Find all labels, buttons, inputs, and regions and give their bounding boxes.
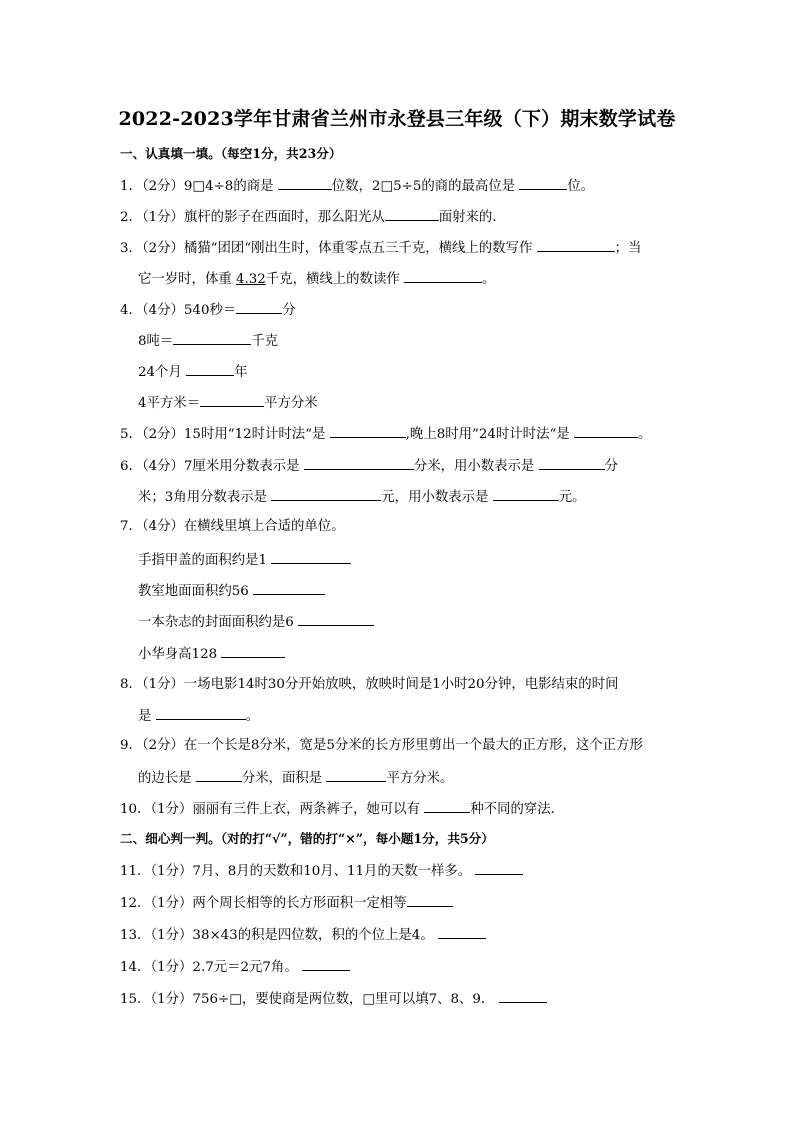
question-2: 2．（1分）旗杆的影子在西面时，那么阳光从 面射来的．	[120, 207, 506, 227]
question-3: 3．（2分）橘猫“团团“刚出生时，体重零点五三千克，横线上的数写作 ；当	[120, 238, 641, 258]
answer-blank[interactable]	[438, 925, 486, 939]
answer-blank[interactable]	[196, 768, 242, 782]
answer-blank[interactable]	[271, 487, 381, 501]
answer-blank[interactable]	[326, 768, 386, 782]
answer-blank[interactable]	[407, 893, 453, 907]
question-7-line2: 教室地面面积约56	[138, 581, 325, 601]
answer-blank[interactable]	[537, 238, 615, 252]
question-8: 8．（1分）一场电影14时30分开始放映，放映时间是1小时20分钟，电影结束的时间	[120, 677, 619, 692]
answer-blank[interactable]	[298, 612, 374, 626]
section-2-heading: 二、细心判一判。（对的打“√”，错的打“×”，每小题1分，共5分）	[120, 831, 494, 846]
section-1-heading: 一、认真填一填。（每空1分，共23分）	[120, 146, 342, 161]
question-12: 12．（1分）两个周长相等的长方形面积一定相等	[120, 893, 453, 913]
question-9: 9．（2分）在一个长是8分米，宽是5分米的长方形里剪出一个最大的正方形，这个正方形	[120, 738, 643, 753]
answer-blank[interactable]	[278, 176, 332, 190]
answer-blank[interactable]	[200, 393, 264, 407]
question-10: 10．（1分）丽丽有三件上衣，两条裤子，她可以有 种不同的穿法．	[120, 799, 564, 819]
question-3-cont: 它一岁时，体重 4.32千克，横线上的数读作 。	[138, 269, 495, 289]
answer-blank[interactable]	[186, 362, 234, 376]
answer-blank[interactable]	[221, 644, 285, 658]
answer-blank[interactable]	[493, 487, 559, 501]
answer-blank[interactable]	[499, 989, 547, 1003]
question-6-cont: 米；3角用分数表示是 元，用小数表示是 元。	[138, 487, 585, 507]
question-7-line3: 一本杂志的封面面积约是6	[138, 612, 374, 632]
question-4-line2: 8吨＝ 千克	[138, 331, 278, 351]
question-7-line4: 小华身高128	[138, 644, 285, 664]
question-4: 4．（4分）540秒＝ 分	[120, 300, 296, 320]
question-7-line1: 手指甲盖的面积约是1	[138, 550, 351, 570]
question-11: 11．（1分）7月、8月的天数和10月、11月的天数一样多。	[120, 861, 523, 881]
answer-blank[interactable]	[236, 300, 282, 314]
answer-blank[interactable]	[173, 331, 251, 345]
answer-blank[interactable]	[330, 424, 406, 438]
answer-blank[interactable]	[475, 861, 523, 875]
question-9-cont: 的边长是 分米，面积是 平方分米。	[138, 768, 453, 788]
answer-blank[interactable]	[302, 957, 350, 971]
question-14: 14．（1分）2.7元＝2元7角。	[120, 957, 350, 977]
answer-blank[interactable]	[271, 550, 351, 564]
question-8-cont: 是 。	[138, 706, 259, 726]
question-6: 6．（4分）7厘米用分数表示是 分米，用小数表示是 分	[120, 456, 618, 476]
answer-blank[interactable]	[304, 456, 414, 470]
answer-blank[interactable]	[574, 424, 638, 438]
answer-blank[interactable]	[404, 269, 482, 283]
answer-blank[interactable]	[385, 207, 439, 221]
question-4-line3: 24个月 年	[138, 362, 247, 382]
question-13: 13．（1分）38×43的积是四位数，积的个位上是4。	[120, 925, 486, 945]
answer-blank[interactable]	[156, 706, 246, 720]
question-4-line4: 4平方米＝ 平方分米	[138, 393, 318, 413]
question-1: 1．（2分）9□4÷8的商是 位数，2□5÷5的商的最高位是 位。	[120, 176, 594, 196]
question-15: 15．（1分）756÷□，要使商是两位数，□里可以填7、8、9．	[120, 989, 547, 1009]
question-5: 5．（2分）15时用“12时计时法“是 ,晚上8时用”24时计时法“是 。	[120, 424, 651, 444]
question-7: 7．（4分）在横线里填上合适的单位。	[120, 519, 345, 534]
answer-blank[interactable]	[253, 581, 325, 595]
answer-blank[interactable]	[519, 176, 567, 190]
answer-blank[interactable]	[424, 799, 470, 813]
page-title: 2022-2023学年甘肃省兰州市永登县三年级（下）期末数学试卷	[118, 108, 676, 130]
answer-blank[interactable]	[539, 456, 605, 470]
